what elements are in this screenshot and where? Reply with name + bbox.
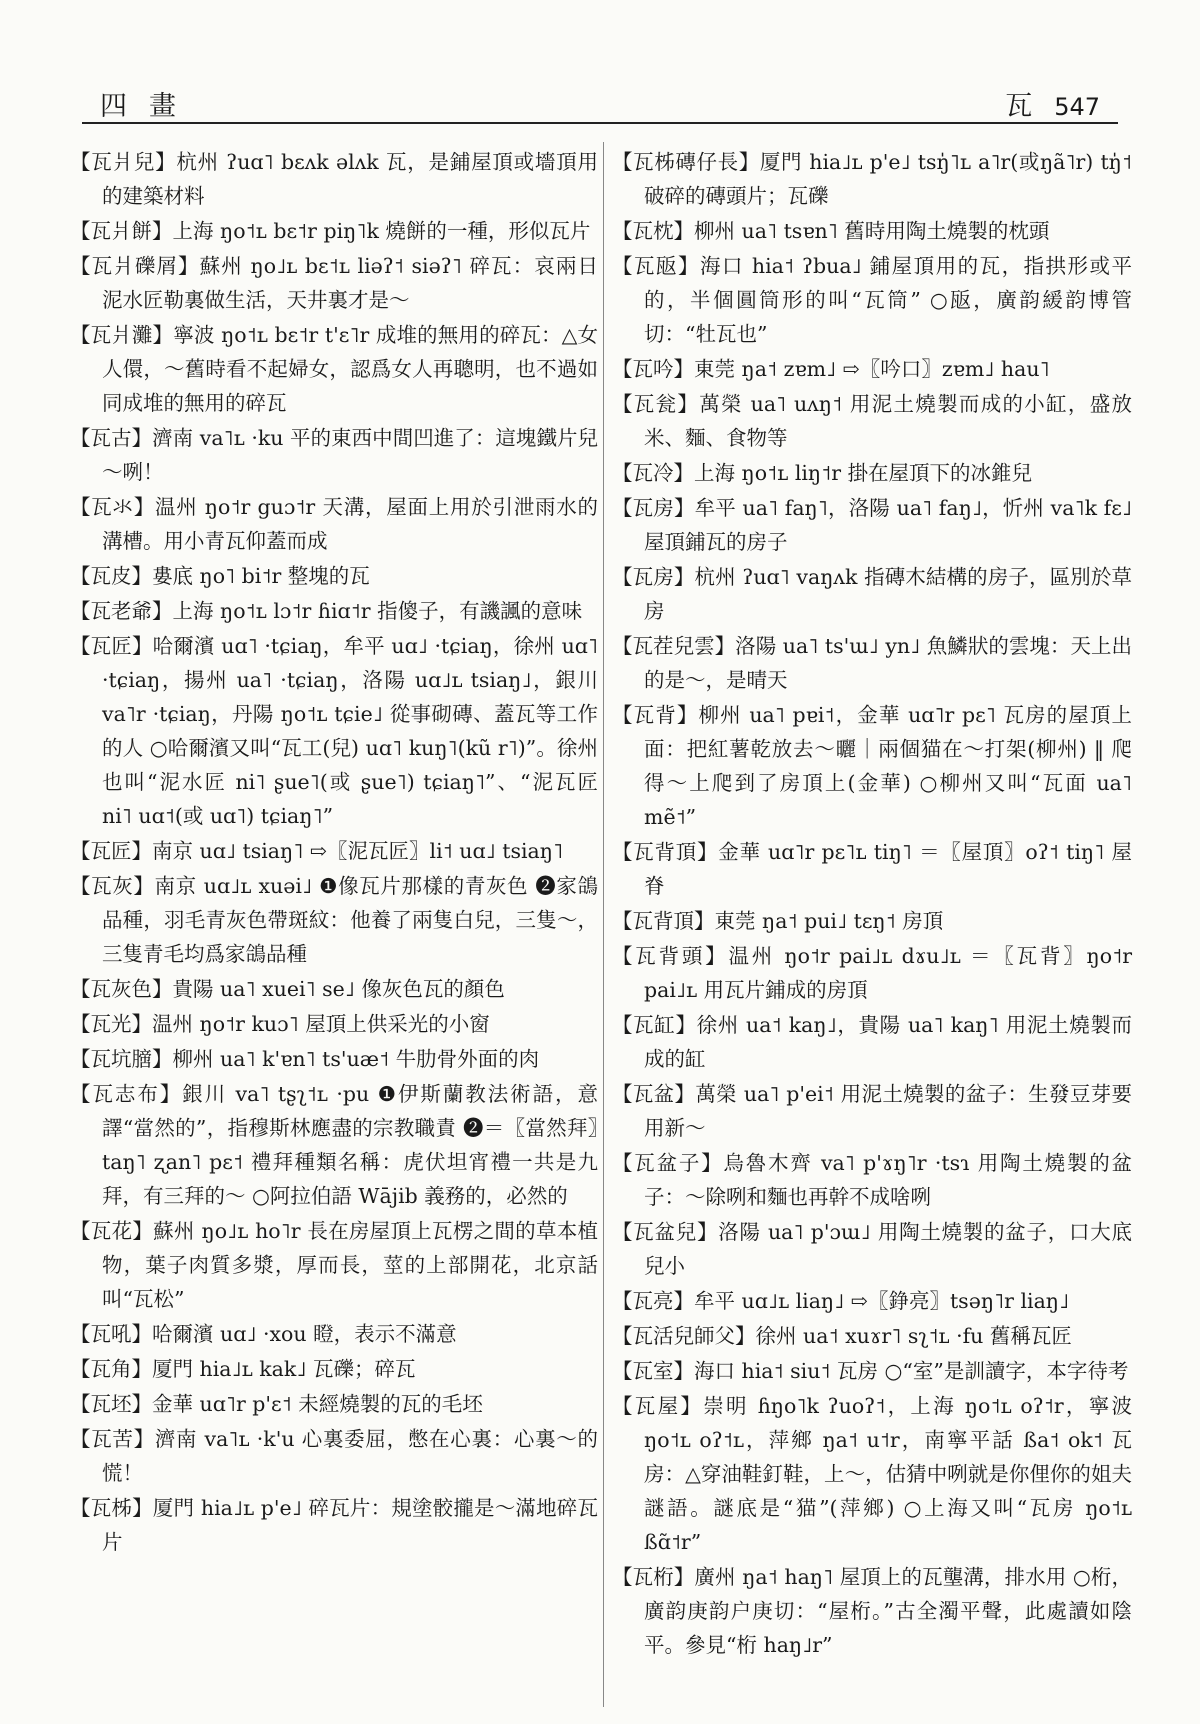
dictionary-entry [612, 698, 1132, 834]
entry-definition: 萬榮 ua˥ uʌŋ˦ 用泥土燒製而成的小缸，盛放米、麵、食物等 [644, 392, 1132, 450]
entry-definition: 海口 hia˦ siu˦ 瓦房 ○“室”是訓讀字，本字待考 [694, 1359, 1129, 1383]
dictionary-entry [612, 629, 1132, 697]
dictionary-entry [70, 629, 598, 833]
entry-headword: 【瓦房】 [612, 496, 695, 520]
entry-definition: 東莞 ŋa˦ pui˩ tɛŋ˦ 房頂 [714, 909, 944, 933]
dictionary-entry [70, 214, 598, 248]
entry-headword: 【瓦桁】 [612, 1565, 695, 1589]
running-head [1005, 84, 1100, 123]
entry-definition: 東莞 ŋa˦ zɐm˩ ⇨〖吟口〗zɐm˩ hau˥ [694, 357, 1050, 381]
dictionary-entry [612, 835, 1132, 903]
entry-headword: 【瓦茬兒雲】 [612, 634, 736, 658]
dictionary-entry [612, 491, 1132, 559]
entry-headword: 【瓦苦】 [70, 1427, 155, 1451]
entry-headword: 【瓦志布】 [70, 1082, 183, 1106]
entry-headword: 【瓦室】 [612, 1359, 694, 1383]
entry-definition: 銀川 va˥ tʂʅ˦ʟ ·pu ❶伊斯蘭教法術語，意譯“當然的”，指穆斯林應盡的宗教職責 ❷＝〖當然拜〗taŋ˥ ʐan˥ pɛ˦ 禮拜種類名稱：虎伏坦宵禮一共是九拜，有三拜的～ ○阿拉伯語 Wājib 義務的，必然的 [102, 1082, 598, 1208]
dictionary-entry [612, 249, 1132, 351]
entry-definition: 牟平 uɑ˩ʟ liaŋ˩ ⇨〖錚亮〗tsəŋ˥r liaŋ˩ [694, 1289, 1070, 1313]
entry-headword: 【瓦花】 [70, 1219, 154, 1243]
entry-headword: 【瓦活兒師父】 [612, 1324, 756, 1348]
entry-headword: 【瓦柹磚仔長】 [612, 150, 760, 174]
entry-headword: 【瓦背頂】 [612, 840, 719, 864]
dictionary-entry [70, 594, 598, 628]
entry-definition: 濟南 va˥ʟ ·k'u 心裏委屈，憋在心裏：心裏～的慌！ [102, 1427, 598, 1485]
entry-headword: 【瓦背】 [612, 703, 699, 727]
dictionary-entry [612, 352, 1132, 386]
left-column [70, 145, 598, 1560]
dictionary-entry [70, 1007, 598, 1041]
entry-headword: 【瓦灰色】 [70, 977, 173, 1001]
dictionary-entry [70, 490, 598, 558]
entry-definition: 婁底 ŋo˥ bi˦r 整塊的瓦 [152, 564, 370, 588]
right-column [612, 145, 1132, 1663]
entry-definition: 徐州 ua˦ kaŋ˩，貴陽 ua˥ kaŋ˥ 用泥土燒製而成的缸 [644, 1013, 1132, 1071]
entry-headword: 【瓦爿礫屑】 [70, 254, 200, 278]
dictionary-entry [70, 1387, 598, 1421]
dictionary-entry [70, 318, 598, 420]
dictionary-entry [70, 869, 598, 971]
dictionary-entry [70, 1042, 598, 1076]
entry-definition: 徐州 ua˦ xuɤr˥ sʅ˦ʟ ·fu 舊稱瓦匠 [755, 1324, 1072, 1348]
column-divider [603, 142, 604, 1707]
entry-headword: 【瓦背頭】 [612, 944, 729, 968]
dictionary-entry [70, 1214, 598, 1316]
dictionary-entry [612, 560, 1132, 628]
dictionary-entry [70, 1352, 598, 1386]
entry-definition: 蘇州 ŋo˩ʟ ho˥r 長在房屋頂上瓦楞之間的草本植物，葉子肉質多漿，厚而長，莖的上部開花，北京話叫“瓦松” [102, 1219, 599, 1311]
entry-definition: 牟平 ua˥ faŋ˥，洛陽 ua˥ faŋ˩，忻州 va˥k fɛ˩ 屋頂鋪瓦的房子 [644, 496, 1132, 554]
entry-definition: 杭州 ʔuɑ˥ bɛʌk əlʌk 瓦，是鋪屋頂或墻頂用的建築材料 [102, 150, 598, 208]
entry-definition: 金華 uɑ˥r pɛ˥ʟ tiŋ˥ ＝〖屋頂〗oʔ˦ tiŋ˥ 屋脊 [644, 840, 1133, 898]
entry-definition: 上海 ŋo˦ʟ liŋ˦r 掛在屋頂下的冰錐兒 [694, 461, 1033, 485]
dictionary-entry [70, 145, 598, 213]
entry-definition: 柳州 ua˥ pɐi˦，金華 uɑ˥r pɛ˥ 瓦房的屋頂上面：把紅薯乾放去～曬｜兩個猫在～打架(柳州) ‖ 爬得～上爬到了房頂上(金華) ○柳州又叫“瓦面 ua˥ mẽ˦” [644, 703, 1133, 829]
entry-headword: 【瓦角】 [70, 1357, 152, 1381]
dictionary-entry [70, 421, 598, 489]
entry-definition: 蘇州 ŋo˩ʟ bɛ˦ʟ liəʔ˦ siəʔ˥ 碎瓦：哀兩日泥水匠勒裏做生活，天井裏才是～ [102, 254, 598, 312]
entry-headword: 【瓦枕】 [612, 219, 694, 243]
entry-headword: 【瓦吟】 [612, 357, 694, 381]
dictionary-entry [70, 1491, 598, 1559]
page-number: 547 [1054, 93, 1100, 121]
entry-headword: 【瓦亮】 [612, 1289, 694, 1313]
dictionary-entry [612, 145, 1132, 213]
page-header [82, 78, 1118, 122]
entry-definition: 崇明 ɦŋo˥k ʔuoʔ˦，上海 ŋo˦ʟ oʔ˦r，寧波 ŋo˦ʟ oʔ˦ʟ，萍鄉 ŋa˦ u˦r，南寧平話 ßa˦ ok˦ 瓦房：△穿油鞋釘鞋，上～，估猜中咧就是你俚你的姐夫謎語。謎底是“猫”(萍鄉) ○上海又叫“瓦房 ŋo˦ʟ ßɑ̃˦r” [644, 1394, 1133, 1554]
head-char: 瓦 [1005, 91, 1033, 122]
entry-definition: 柳州 ua˥ k'ɐn˥ ts'uæ˦ 牛肋骨外面的肉 [172, 1047, 540, 1071]
entry-headword: 【瓦光】 [70, 1012, 152, 1036]
dictionary-entry [612, 214, 1132, 248]
dictionary-entry [612, 939, 1132, 1007]
dictionary-entry [612, 1215, 1132, 1283]
dictionary-entry [70, 249, 598, 317]
dictionary-entry [612, 1077, 1132, 1145]
dictionary-entry [612, 1560, 1132, 1662]
entry-headword: 【瓦盆】 [612, 1082, 696, 1106]
dictionary-entry [612, 1319, 1132, 1353]
dictionary-entry [70, 1077, 598, 1213]
entry-headword: 【瓦灰】 [70, 874, 155, 898]
header-rule [82, 122, 1118, 124]
dictionary-entry [612, 1008, 1132, 1076]
entry-definition: 南京 uɑ˩ʟ xuəi˩ ❶像瓦片那樣的青灰色 ❷家鴿品種，羽毛青灰色帶斑紋：他養了兩隻白兒，三隻～，三隻青毛均爲家鴿品種 [102, 874, 599, 966]
entry-definition: 烏魯木齊 va˥ p'ɤŋ˥r ·tsɿ 用陶土燒製的盆子：～除咧和麵也再幹不成啥咧 [644, 1151, 1133, 1209]
entry-definition: 洛陽 ua˥ ts'ɯ˩ yn˩ 魚鱗狀的雲塊：天上出的是～，是晴天 [644, 634, 1133, 692]
entry-headword: 【瓦柹】 [70, 1496, 153, 1520]
entry-headword: 【瓦爿兒】 [70, 150, 177, 174]
entry-definition: 上海 ŋo˦ʟ lɔ˦r ɦiɑ˦r 指傻子，有譏諷的意味 [172, 599, 583, 623]
entry-definition: 金華 uɑ˥r p'ɛ˦ 未經燒製的瓦的毛坯 [152, 1392, 483, 1416]
entry-definition: 貴陽 ua˥ xuei˥ se˩ 像灰色瓦的顏色 [172, 977, 505, 1001]
entry-definition: 寧波 ŋo˦ʟ bɛ˦r t'ɛ˥r 成堆的無用的碎瓦：△女人儇，～舊時看不起婦女，認爲女人再聰明，也不過如同成堆的無用的碎瓦 [102, 323, 599, 415]
entry-headword: 【瓦古】 [70, 426, 153, 450]
dictionary-entry [70, 972, 598, 1006]
dictionary-entry [612, 456, 1132, 490]
entry-definition: 杭州 ʔuɑ˥ vaŋʌk 指磚木結構的房子，區別於草房 [644, 565, 1133, 623]
entry-headword: 【瓦爿餅】 [70, 219, 173, 243]
dictionary-entry [70, 559, 598, 593]
entry-definition: 厦門 hia˩ʟ p'e˩ tsŋ̍˥ʟ a˥r(或ŋã˥r) tŋ̍˦ 破碎的磚頭片；瓦礫 [644, 150, 1132, 208]
entry-definition: 温州 ŋo˦r guɔ˦r 天溝，屋面上用於引泄雨水的溝槽。用小青瓦仰蓋而成 [102, 495, 598, 553]
entry-headword: 【瓦氺】 [70, 495, 156, 519]
dictionary-entry [70, 1422, 598, 1490]
dictionary-entry [70, 1317, 598, 1351]
entry-headword: 【瓦皮】 [70, 564, 152, 588]
entry-definition: 温州 ŋo˦r kuɔ˥ 屋頂上供采光的小窗 [152, 1012, 490, 1036]
dictionary-entry [612, 1389, 1132, 1559]
entry-headword: 【瓦吼】 [70, 1322, 152, 1346]
entry-headword: 【瓦屋】 [612, 1394, 704, 1418]
entry-headword: 【瓦背頂】 [612, 909, 715, 933]
entry-headword: 【瓦盆子】 [612, 1151, 724, 1175]
entry-headword: 【瓦匠】 [70, 839, 152, 863]
entry-headword: 【瓦老爺】 [70, 599, 173, 623]
entry-headword: 【瓦瓮】 [612, 392, 700, 416]
dictionary-entry [612, 1146, 1132, 1214]
entry-headword: 【瓦匠】 [70, 634, 153, 658]
dictionary-entry [612, 387, 1132, 455]
entry-headword: 【瓦瓪】 [612, 254, 700, 278]
entry-definition: 哈爾濱 uɑ˥ ·tɕiaŋ，牟平 uɑ˩ ·tɕiaŋ，徐州 uɑ˥ ·tɕiaŋ，揚州 ua˥ ·tɕiaŋ，洛陽 uɑ˩ʟ tsiaŋ˩，銀川 va˥r ·tɕiaŋ，丹陽 ŋo˦ʟ tɕie˩ 從事砌磚、蓋瓦等工作的人 ○哈爾濱又叫“瓦工(兒) uɑ˥ kuŋ˥(kũ r˥)”。徐州也叫“泥水匠 ni˥ ʂue˥(或 ʂue˥) tɕiaŋ˥”、“泥瓦匠 ni˥ uɑ˦(或 uɑ˥) tɕiaŋ˥” [102, 634, 598, 828]
entry-headword: 【瓦坯】 [70, 1392, 152, 1416]
entry-definition: 厦門 hia˩ʟ p'e˩ 碎瓦片：規塗骹攏是～滿地碎瓦片 [102, 1496, 599, 1554]
entry-headword: 【瓦爿灘】 [70, 323, 174, 347]
section-title: 四畫 [100, 91, 198, 122]
dictionary-entry [612, 904, 1132, 938]
dictionary-entry [612, 1354, 1132, 1388]
entry-definition: 廣州 ŋa˦ haŋ˥ 屋頂上的瓦壟溝，排水用 ○桁，廣韵庚韵户庚切：“屋桁。”古全濁平聲，此處讀如陰平。參見“桁 haŋ˩r” [644, 1565, 1133, 1657]
entry-definition: 海口 hia˦ ʔbua˩ 鋪屋頂用的瓦，指拱形或平的，半個圓筒形的叫“瓦筒” ○瓪，廣韵緩韵博管切：“牡瓦也” [644, 254, 1133, 346]
entry-headword: 【瓦冷】 [612, 461, 694, 485]
entry-definition: 南京 uɑ˩ tsiaŋ˥ ⇨〖泥瓦匠〗li˦ uɑ˩ tsiaŋ˥ [152, 839, 564, 863]
entry-headword: 【瓦坑膪】 [70, 1047, 173, 1071]
entry-definition: 洛陽 ua˥ p'ɔɯ˩ 用陶土燒製的盆子，口大底兒小 [644, 1220, 1133, 1278]
entry-definition: 哈爾濱 uɑ˩ ·xou 瞪，表示不滿意 [152, 1322, 457, 1346]
entry-definition: 柳州 ua˥ tsɐn˥ 舊時用陶土燒製的枕頭 [694, 219, 1050, 243]
entry-headword: 【瓦房】 [612, 565, 695, 589]
entry-definition: 上海 ŋo˦ʟ bɛ˦r piŋ˥k 燒餅的一種，形似瓦片 [172, 219, 591, 243]
dictionary-entry [612, 1284, 1132, 1318]
entry-definition: 萬榮 ua˥ p'ei˦ 用泥土燒製的盆子：生發豆芽要用新～ [644, 1082, 1133, 1140]
entry-headword: 【瓦缸】 [612, 1013, 697, 1037]
entry-definition: 厦門 hia˩ʟ kak˩ 瓦礫；碎瓦 [152, 1357, 416, 1381]
dictionary-entry [70, 834, 598, 868]
entry-definition: 温州 ŋo˦r pai˩ʟ dɤu˩ʟ ＝〖瓦背〗ŋo˦r pai˩ʟ 用瓦片鋪成的房頂 [644, 944, 1132, 1002]
entry-definition: 濟南 va˥ʟ ·ku 平的東西中間凹進了：這塊鐵片兒～咧！ [102, 426, 599, 484]
entry-headword: 【瓦盆兒】 [612, 1220, 719, 1244]
